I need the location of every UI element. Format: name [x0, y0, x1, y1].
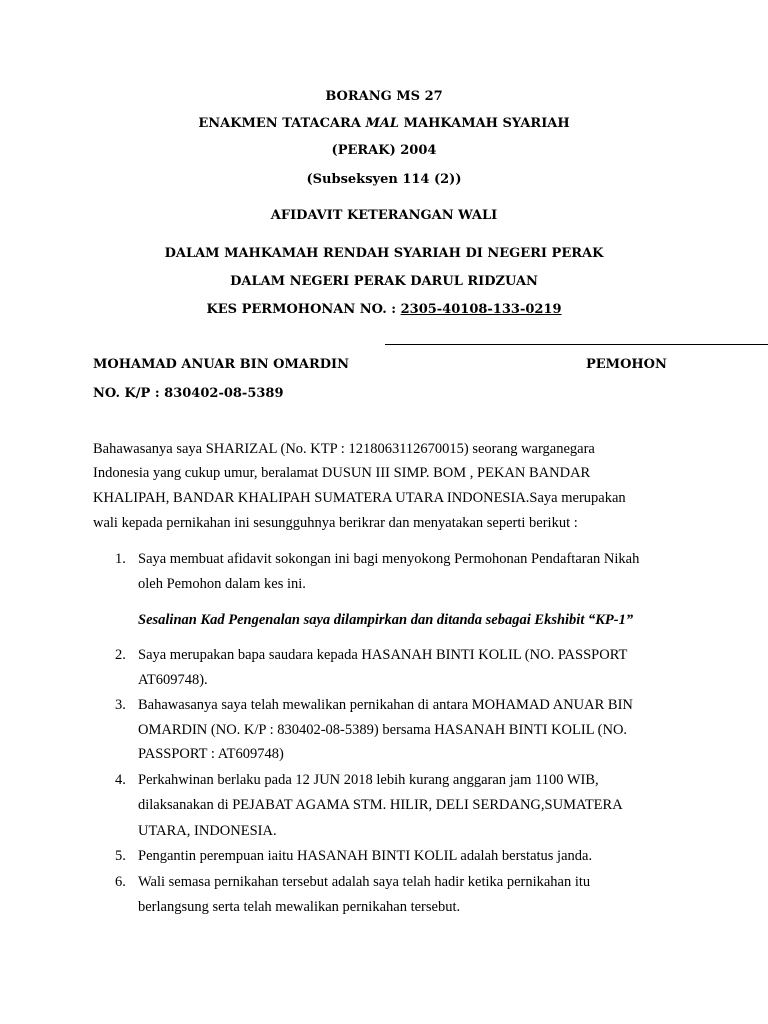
- intro-line: KHALIPAH, BANDAR KHALIPAH SUMATERA UTARA INDONESIA.Saya merupakan: [93, 490, 626, 506]
- item-number: 3.: [115, 697, 126, 713]
- applicant-name: MOHAMAD ANUAR BIN OMARDIN: [93, 357, 350, 372]
- item-line: OMARDIN (NO. K/P : 830402-08-5389) bersama HASANAH BINTI KOLIL (NO.: [138, 722, 628, 738]
- item-line: UTARA, INDONESIA.: [138, 823, 277, 839]
- item-line: Wali semasa pernikahan tersebut adalah saya telah hadir ketika pernikahan itu: [138, 874, 591, 890]
- enactment-prefix: ENAKMEN TATACARA: [198, 116, 366, 131]
- intro-line: Bahawasanya saya SHARIZAL (No. KTP : 1218063112670015) seorang warganegara: [93, 441, 595, 457]
- item-line: berlangsung serta telah mewalikan pernikahan tersebut.: [138, 899, 461, 915]
- form-number: BORANG MS 27: [325, 89, 443, 104]
- intro-line: Indonesia yang cukup umur, beralamat DUSUN III SIMP. BOM , PEKAN BANDAR: [93, 465, 591, 481]
- case-number-line: [0, 302, 768, 317]
- case-label: KES PERMOHONAN NO. :: [206, 302, 401, 317]
- court-name: DALAM MAHKAMAH RENDAH SYARIAH DI NEGERI PERAK: [164, 246, 604, 261]
- item-line: Bahawasanya saya telah mewalikan pernikahan di antara MOHAMAD ANUAR BIN: [138, 697, 633, 713]
- state-name: DALAM NEGERI PERAK DARUL RIDZUAN: [230, 274, 538, 289]
- state-year: (PERAK) 2004: [331, 143, 437, 158]
- applicant-ic: NO. K/P : 830402-08-5389: [93, 386, 284, 401]
- item-line: Perkahwinan berlaku pada 12 JUN 2018 lebih kurang anggaran jam 1100 WIB,: [138, 772, 599, 788]
- item-line: Saya merupakan bapa saudara kepada HASANAH BINTI KOLIL (NO. PASSPORT: [138, 647, 628, 663]
- applicant-role: PEMOHON: [586, 357, 667, 372]
- item-number: 1.: [115, 551, 126, 567]
- intro-line: wali kepada pernikahan ini sesungguhnya berikrar dan menyatakan seperti berikut :: [93, 515, 578, 531]
- item-line: AT609748).: [138, 672, 208, 688]
- item-number: 2.: [115, 647, 126, 663]
- separator-line: [385, 344, 768, 345]
- case-number: 2305-40108-133-0219: [400, 302, 562, 317]
- subsection: (Subseksyen 114 (2)): [306, 172, 462, 187]
- item-line: Pengantin perempuan iaitu HASANAH BINTI KOLIL adalah berstatus janda.: [138, 848, 593, 864]
- exhibit-note: Sesalinan Kad Pengenalan saya dilampirkan dan ditanda sebagai Ekshibit “KP-1”: [138, 612, 634, 628]
- item-line: oleh Pemohon dalam kes ini.: [138, 576, 306, 592]
- item-number: 5.: [115, 848, 126, 864]
- enactment-suffix: MAHKAMAH SYARIAH: [399, 116, 570, 131]
- enactment-title: [0, 116, 768, 131]
- item-line: Saya membuat afidavit sokongan ini bagi menyokong Permohonan Pendaftaran Nikah: [138, 551, 640, 567]
- item-line: PASSPORT : AT609748): [138, 746, 284, 762]
- affidavit-title: AFIDAVIT KETERANGAN WALI: [270, 208, 498, 223]
- item-line: dilaksanakan di PEJABAT AGAMA STM. HILIR, DELI SERDANG,SUMATERA: [138, 797, 623, 813]
- item-number: 6.: [115, 874, 126, 890]
- item-number: 4.: [115, 772, 126, 788]
- enactment-mal: MAL: [365, 116, 400, 131]
